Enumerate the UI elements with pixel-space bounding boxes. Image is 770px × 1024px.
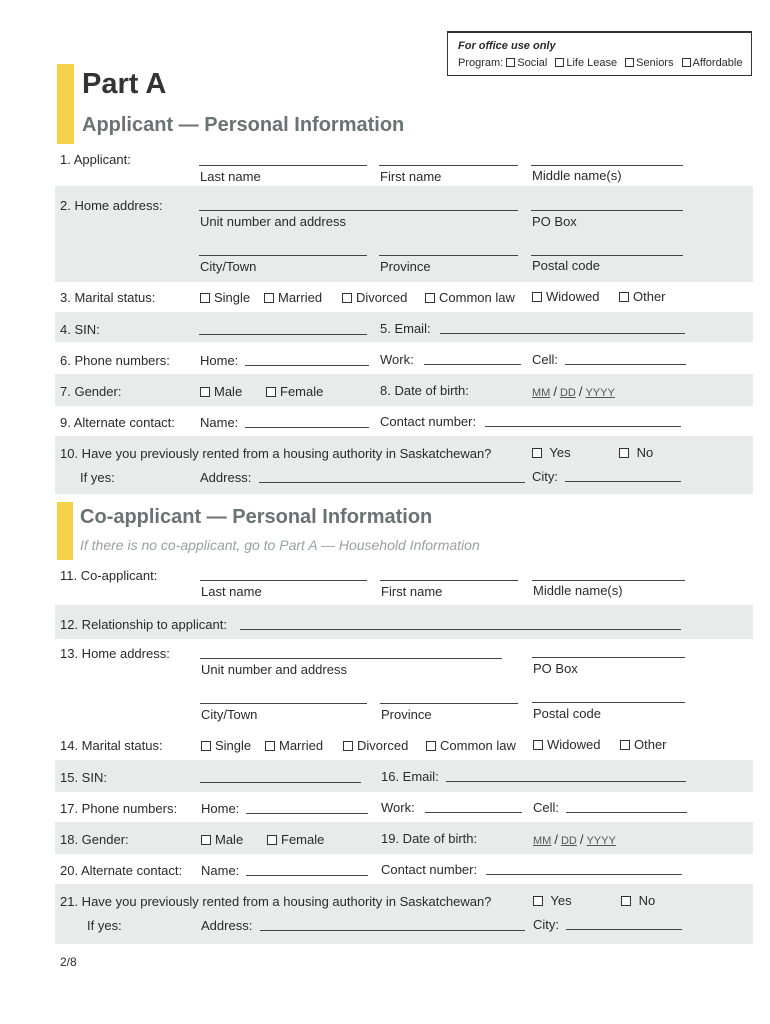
co-gender-male[interactable]: Male	[201, 832, 243, 847]
sin-line[interactable]	[199, 334, 367, 335]
checkbox[interactable]	[343, 741, 353, 751]
checkbox[interactable]	[625, 58, 634, 67]
q11-label: 11. Co-applicant:	[60, 568, 158, 583]
co-work-label: Work:	[381, 800, 415, 815]
po-box-caption: PO Box	[532, 214, 577, 229]
checkbox[interactable]	[555, 58, 564, 67]
checkbox[interactable]	[532, 448, 542, 458]
rented-city-line[interactable]	[565, 481, 681, 482]
co-po-box-line[interactable]	[532, 657, 685, 658]
marital-married[interactable]: Married	[264, 290, 322, 305]
checkbox[interactable]	[682, 58, 691, 67]
q7-label: 7. Gender:	[60, 384, 122, 399]
rented-no[interactable]: No	[619, 445, 653, 460]
checkbox[interactable]	[620, 740, 630, 750]
q6-label: 6. Phone numbers:	[60, 353, 170, 368]
co-postal-line[interactable]	[532, 702, 685, 703]
co-middle-name-line[interactable]	[532, 580, 685, 581]
q3-label: 3. Marital status:	[60, 290, 156, 305]
co-gender-female[interactable]: Female	[267, 832, 324, 847]
co-marital-divorced[interactable]: Divorced	[343, 738, 408, 753]
co-rented-city-line[interactable]	[566, 929, 682, 930]
co-rented-yes[interactable]: Yes	[533, 893, 572, 908]
co-contact-number-line[interactable]	[486, 874, 682, 875]
co-contact-name-line[interactable]	[246, 875, 368, 876]
q19-label: 19. Date of birth:	[381, 831, 478, 846]
work-label: Work:	[380, 352, 414, 367]
co-city-caption: City/Town	[201, 707, 258, 722]
q18-label: 18. Gender:	[60, 832, 129, 847]
address-line[interactable]	[199, 210, 518, 211]
checkbox[interactable]	[201, 835, 211, 845]
co-marital-married[interactable]: Married	[265, 738, 323, 753]
checkbox[interactable]	[200, 387, 210, 397]
accent-bar	[57, 64, 74, 144]
q13-label: 13. Home address:	[60, 646, 170, 661]
co-first-name-caption: First name	[381, 584, 443, 599]
checkbox[interactable]	[532, 292, 542, 302]
province-line[interactable]	[379, 255, 518, 256]
q21-label: 21. Have you previously rented from a housing authority in Saskatchewan?	[60, 894, 492, 909]
last-name-line[interactable]	[199, 165, 367, 166]
rented-yes[interactable]: Yes	[532, 445, 571, 460]
part-title: Part A	[82, 68, 167, 100]
dob-field[interactable]: MM / DD / YYYY	[532, 384, 615, 399]
checkbox[interactable]	[267, 835, 277, 845]
checkbox[interactable]	[621, 896, 631, 906]
last-name-caption: Last name	[200, 169, 261, 184]
checkbox[interactable]	[200, 293, 210, 303]
co-cell-phone-line[interactable]	[566, 812, 687, 813]
co-postal-caption: Postal code	[533, 706, 601, 721]
co-email-line[interactable]	[446, 781, 686, 782]
work-phone-line[interactable]	[424, 364, 521, 365]
co-marital-common-law[interactable]: Common law	[426, 738, 516, 753]
program-row	[458, 57, 751, 69]
co-contact-number-label: Contact number:	[381, 862, 478, 877]
home-phone-line[interactable]	[245, 365, 369, 366]
co-province-line[interactable]	[380, 703, 518, 704]
first-name-caption: First name	[380, 169, 442, 184]
co-address-line[interactable]	[200, 658, 502, 659]
po-box-line[interactable]	[531, 210, 683, 211]
q1-label: 1. Applicant:	[60, 152, 131, 167]
marital-single[interactable]: Single	[200, 290, 250, 305]
marital-widowed[interactable]: Widowed	[532, 289, 599, 304]
co-cell-label: Cell:	[533, 800, 560, 815]
province-caption: Province	[380, 259, 431, 274]
co-work-phone-line[interactable]	[425, 812, 522, 813]
checkbox[interactable]	[425, 293, 435, 303]
co-rented-address-line[interactable]	[260, 930, 525, 931]
co-if-yes-label: If yes:	[87, 918, 122, 933]
postal-caption: Postal code	[532, 258, 600, 273]
q12-label: 12. Relationship to applicant:	[60, 617, 227, 632]
city-caption: City/Town	[200, 259, 257, 274]
co-city-line[interactable]	[200, 703, 367, 704]
gender-female[interactable]: Female	[266, 384, 323, 399]
q2-label: 2. Home address:	[60, 198, 163, 213]
address-caption: Unit number and address	[200, 214, 346, 229]
middle-name-line[interactable]	[531, 165, 683, 166]
program-option-life-lease[interactable]: Life Lease	[555, 57, 617, 69]
gender-male[interactable]: Male	[200, 384, 242, 399]
co-sin-line[interactable]	[200, 782, 361, 783]
coapplicant-subheading: If there is no co-applicant, go to Part A — Household Information	[80, 537, 480, 553]
co-dob-field[interactable]: MM / DD / YYYY	[533, 832, 616, 847]
rented-address-label: Address:	[200, 470, 252, 485]
contact-number-line[interactable]	[485, 426, 681, 427]
q14-label: 14. Marital status:	[60, 738, 163, 753]
checkbox[interactable]	[342, 293, 352, 303]
co-middle-name-caption: Middle name(s)	[533, 583, 623, 598]
marital-common-law[interactable]: Common law	[425, 290, 515, 305]
co-first-name-line[interactable]	[380, 580, 518, 581]
checkbox[interactable]	[619, 292, 629, 302]
co-address-caption: Unit number and address	[201, 662, 347, 677]
contact-name-label: Name:	[200, 415, 239, 430]
checkbox[interactable]	[533, 740, 543, 750]
q17-label: 17. Phone numbers:	[60, 801, 178, 816]
home-label: Home:	[200, 353, 239, 368]
co-contact-name-label: Name:	[201, 863, 240, 878]
program-option-social[interactable]: Social	[506, 57, 547, 69]
co-province-caption: Province	[381, 707, 432, 722]
checkbox[interactable]	[264, 293, 274, 303]
contact-number-label: Contact number:	[380, 414, 477, 429]
page-number: 2/8	[60, 955, 77, 969]
postal-line[interactable]	[531, 255, 683, 256]
q8-label: 8. Date of birth:	[380, 383, 469, 398]
checkbox[interactable]	[619, 448, 629, 458]
q10-label: 10. Have you previously rented from a housing authority in Saskatchewan?	[60, 446, 492, 461]
q15-label: 15. SIN:	[60, 770, 107, 785]
marital-other[interactable]: Other	[619, 289, 666, 304]
applicant-heading: Applicant — Personal Information	[82, 114, 405, 136]
q9-label: 9. Alternate contact:	[60, 415, 175, 430]
checkbox[interactable]	[201, 741, 211, 751]
cell-phone-line[interactable]	[565, 364, 686, 365]
co-rented-address-label: Address:	[201, 918, 253, 933]
rented-address-line[interactable]	[259, 482, 525, 483]
program-label: Program:	[458, 57, 504, 69]
q4-label: 4. SIN:	[60, 322, 100, 337]
email-line[interactable]	[440, 333, 685, 334]
office-use-title: For office use only	[458, 40, 556, 52]
program-option-affordable[interactable]: Affordable	[682, 57, 743, 69]
checkbox[interactable]	[426, 741, 436, 751]
co-home-phone-line[interactable]	[246, 813, 368, 814]
q20-label: 20. Alternate contact:	[60, 863, 183, 878]
city-line[interactable]	[199, 255, 367, 256]
checkbox[interactable]	[266, 387, 276, 397]
q5-label: 5. Email:	[380, 321, 431, 336]
cell-label: Cell:	[532, 352, 559, 367]
contact-name-line[interactable]	[245, 427, 369, 428]
office-use-box	[447, 31, 752, 76]
co-rented-city-label: City:	[533, 917, 559, 932]
program-option-seniors[interactable]: Seniors	[625, 57, 673, 69]
co-last-name-caption: Last name	[201, 584, 262, 599]
checkbox[interactable]	[533, 896, 543, 906]
first-name-line[interactable]	[379, 165, 518, 166]
co-po-box-caption: PO Box	[533, 661, 578, 676]
middle-name-caption: Middle name(s)	[532, 168, 622, 183]
co-marital-single[interactable]: Single	[201, 738, 251, 753]
checkbox[interactable]	[506, 58, 515, 67]
checkbox[interactable]	[265, 741, 275, 751]
co-marital-widowed[interactable]: Widowed	[533, 737, 600, 752]
q16-label: 16. Email:	[381, 769, 439, 784]
co-last-name-line[interactable]	[200, 580, 367, 581]
co-home-label: Home:	[201, 801, 240, 816]
co-marital-other[interactable]: Other	[620, 737, 667, 752]
coapplicant-heading: Co-applicant — Personal Information	[80, 506, 433, 528]
relationship-line[interactable]	[240, 629, 681, 630]
accent-bar	[57, 502, 73, 560]
if-yes-label: If yes:	[80, 470, 115, 485]
rented-city-label: City:	[532, 469, 558, 484]
marital-divorced[interactable]: Divorced	[342, 290, 407, 305]
co-rented-no[interactable]: No	[621, 893, 655, 908]
